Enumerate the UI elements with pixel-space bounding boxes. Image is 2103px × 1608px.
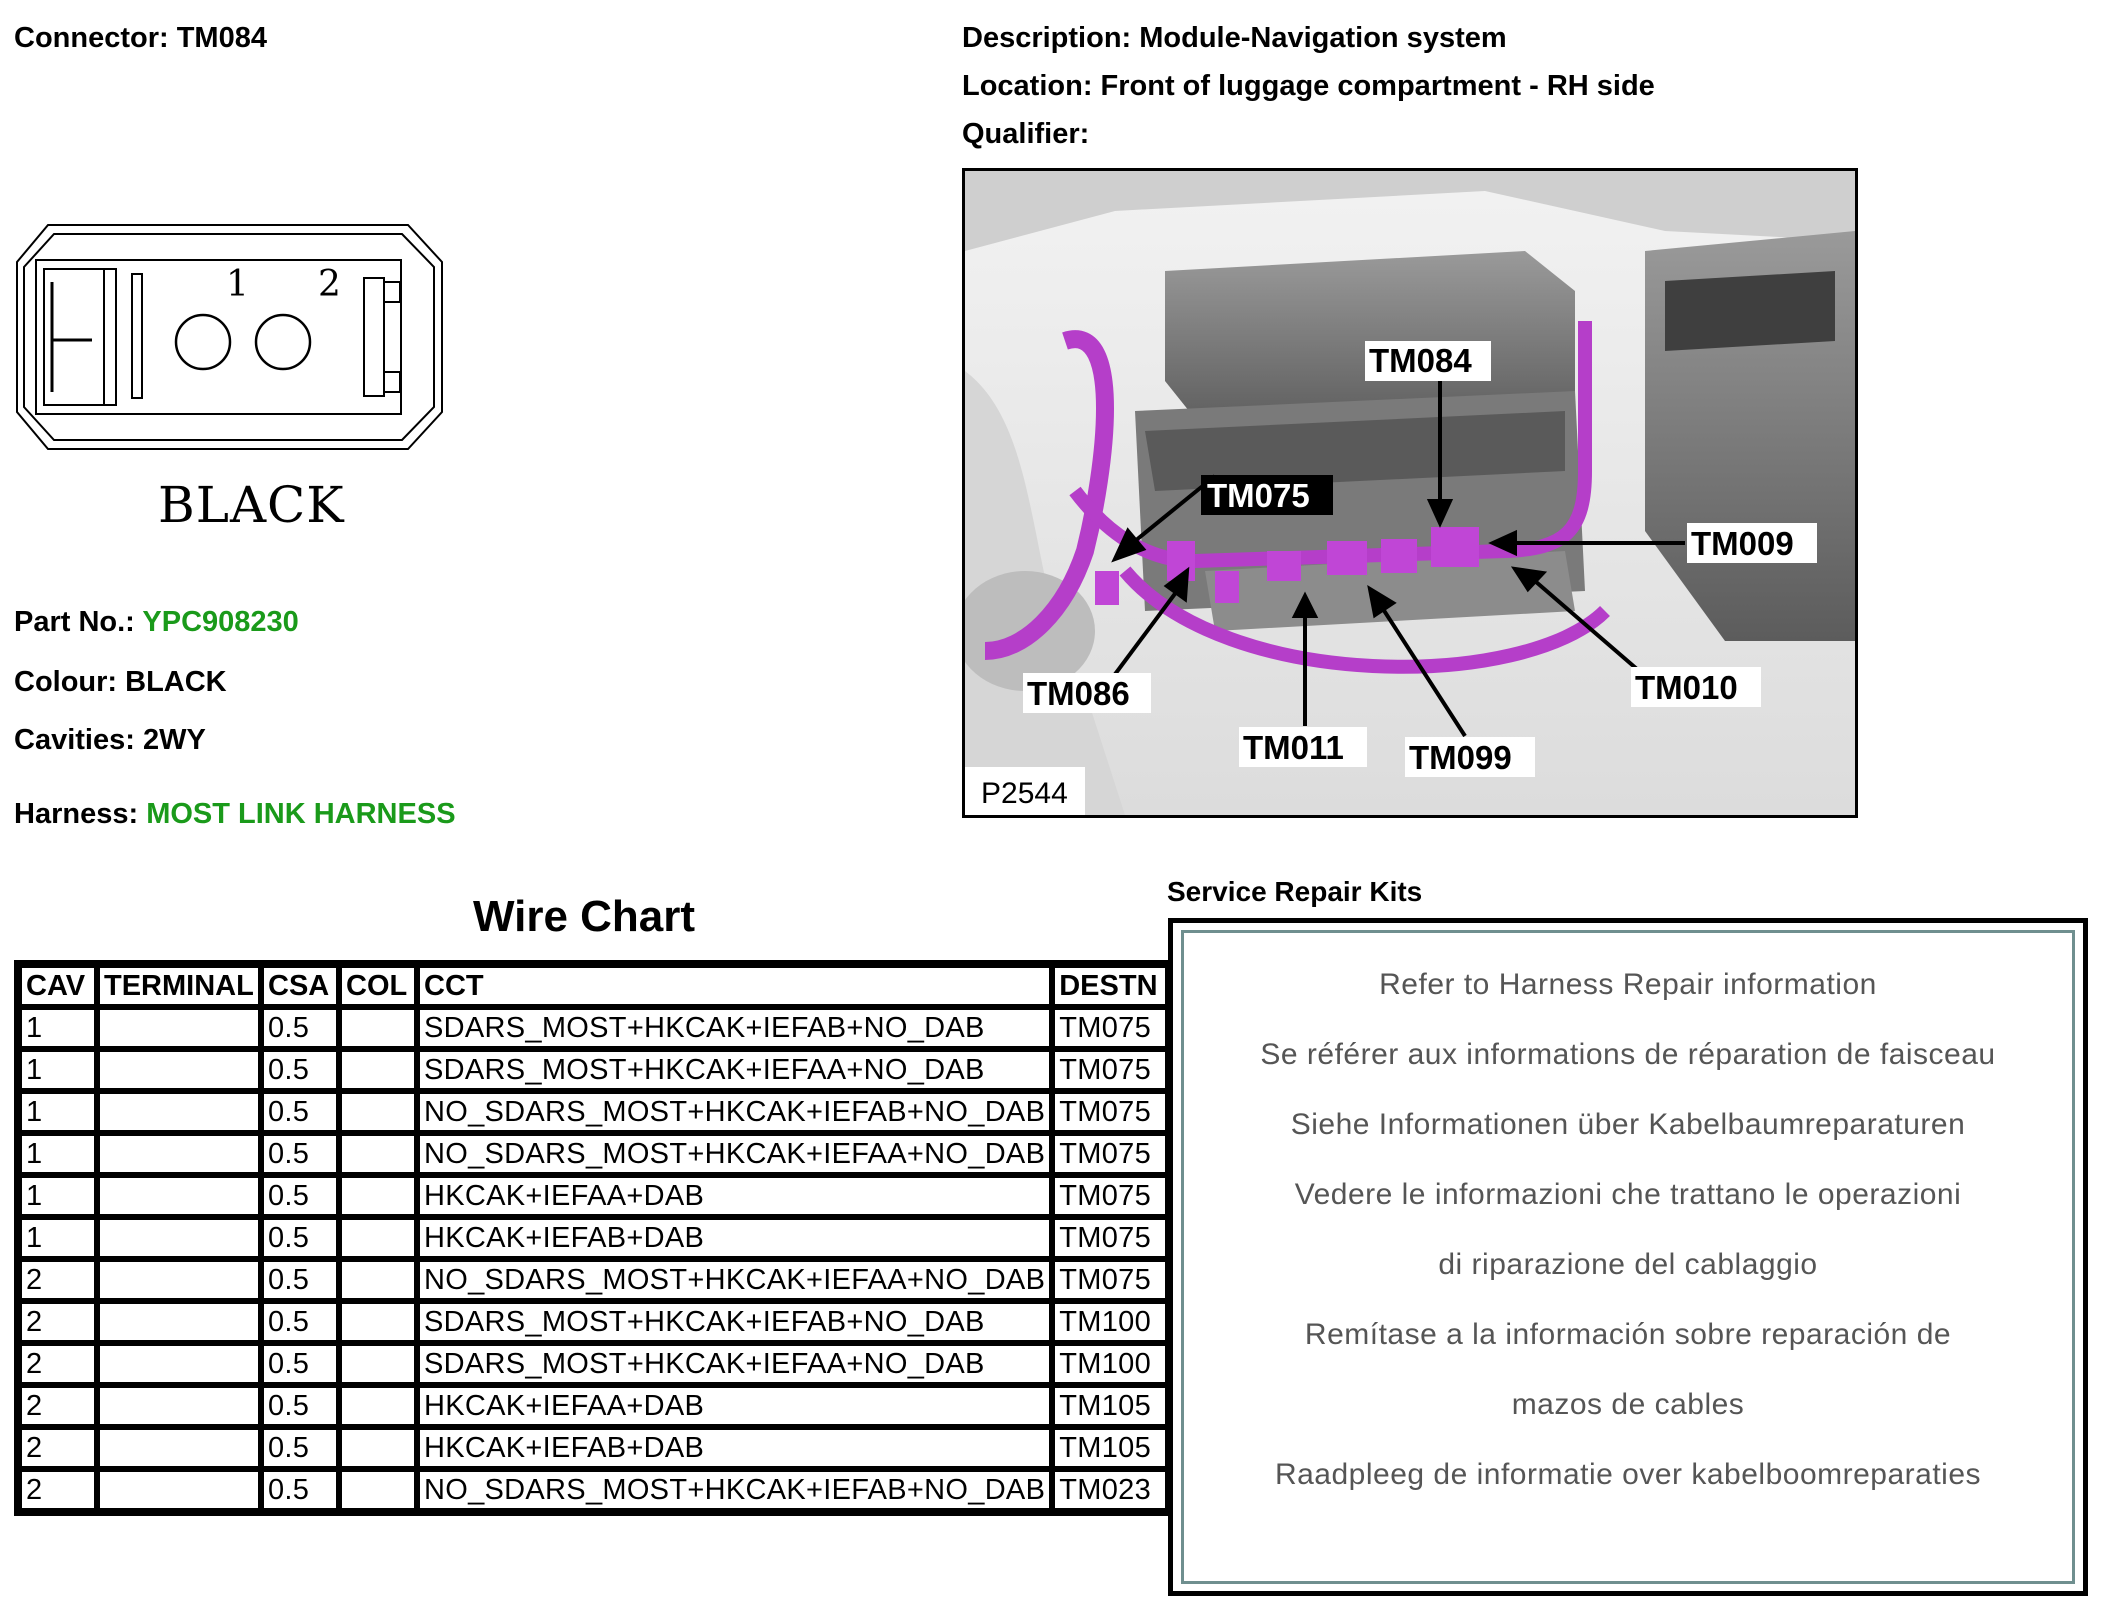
cell-cav: 1 [19, 1007, 97, 1049]
col-header-cav: CAV [19, 965, 97, 1007]
harness-row [14, 798, 456, 831]
callout-tm099: TM099 [1409, 739, 1512, 776]
service-kit-line: Refer to Harness Repair information [1379, 968, 1877, 1001]
cell-terminal [97, 1301, 261, 1343]
cell-col [339, 1427, 417, 1469]
cell-csa: 0.5 [261, 1133, 339, 1175]
location-photo [962, 168, 1858, 818]
table-row [19, 1427, 1168, 1469]
connector-color-caption: BLACK [158, 476, 345, 534]
col-header-csa: CSA [261, 965, 339, 1007]
cell-destn: TM075 [1052, 1217, 1168, 1259]
table-row [19, 1217, 1168, 1259]
cell-cav: 2 [19, 1385, 97, 1427]
cell-csa: 0.5 [261, 1049, 339, 1091]
cell-cct: NO_SDARS_MOST+HKCAK+IEFAA+NO_DAB [417, 1259, 1052, 1301]
cell-csa: 0.5 [261, 1007, 339, 1049]
cell-destn: TM075 [1052, 1007, 1168, 1049]
cell-cav: 1 [19, 1217, 97, 1259]
cell-col [339, 1301, 417, 1343]
cell-terminal [97, 1427, 261, 1469]
cell-cct: SDARS_MOST+HKCAK+IEFAB+NO_DAB [417, 1301, 1052, 1343]
cell-csa: 0.5 [261, 1301, 339, 1343]
cell-cav: 2 [19, 1469, 97, 1511]
service-kit-line: Remítase a la información sobre reparación de [1304, 1318, 1952, 1351]
table-row [19, 1469, 1168, 1511]
cell-csa: 0.5 [261, 1175, 339, 1217]
cell-destn: TM075 [1052, 1175, 1168, 1217]
qualifier-label: Qualifier: [962, 118, 1090, 150]
cell-cav: 2 [19, 1427, 97, 1469]
cell-cav: 2 [19, 1343, 97, 1385]
callout-tm075: TM075 [1207, 477, 1310, 514]
pin-2-label: 2 [318, 264, 341, 305]
col-header-col: COL [339, 965, 417, 1007]
cell-col [339, 1343, 417, 1385]
service-kits-text [1181, 968, 2075, 1528]
cell-col [339, 1091, 417, 1133]
part-no-row [14, 606, 299, 639]
service-kit-line: Siehe Informationen über Kabelbaumreparaturen [1290, 1108, 1966, 1141]
cell-col [339, 1217, 417, 1259]
service-kit-line: Raadpleeg de informatie over kabelboomreparaties [1274, 1458, 1982, 1491]
cell-terminal [97, 1091, 261, 1133]
cell-cct: NO_SDARS_MOST+HKCAK+IEFAA+NO_DAB [417, 1133, 1052, 1175]
cell-cav: 1 [19, 1049, 97, 1091]
cell-cct: NO_SDARS_MOST+HKCAK+IEFAB+NO_DAB [417, 1091, 1052, 1133]
cavities-label: Cavities: 2WY [14, 724, 206, 756]
cell-cct: HKCAK+IEFAB+DAB [417, 1427, 1052, 1469]
callout-tm010: TM010 [1635, 669, 1738, 706]
table-row [19, 1301, 1168, 1343]
cell-col [339, 1259, 417, 1301]
part-no-value: YPC908230 [142, 606, 299, 638]
cell-destn: TM075 [1052, 1049, 1168, 1091]
image-code: P2544 [981, 777, 1068, 810]
col-header-terminal: TERMINAL [97, 965, 261, 1007]
cell-destn: TM100 [1052, 1301, 1168, 1343]
cell-csa: 0.5 [261, 1469, 339, 1511]
table-row [19, 1133, 1168, 1175]
part-no-label: Part No.: [14, 606, 135, 638]
cell-terminal [97, 1133, 261, 1175]
cell-csa: 0.5 [261, 1217, 339, 1259]
wire-chart-title: Wire Chart [472, 892, 696, 941]
wire-chart-body [19, 1007, 1168, 1511]
callout-tm009: TM009 [1691, 525, 1794, 562]
cell-csa: 0.5 [261, 1427, 339, 1469]
cell-col [339, 1469, 417, 1511]
cell-csa: 0.5 [261, 1385, 339, 1427]
cell-cav: 1 [19, 1133, 97, 1175]
cell-col [339, 1133, 417, 1175]
table-row [19, 1175, 1168, 1217]
cell-terminal [97, 1007, 261, 1049]
callout-tm086: TM086 [1027, 675, 1130, 712]
cell-destn: TM075 [1052, 1091, 1168, 1133]
cell-cav: 2 [19, 1301, 97, 1343]
pin-1-label: 1 [226, 264, 249, 305]
cell-csa: 0.5 [261, 1091, 339, 1133]
service-kit-line: Vedere le informazioni che trattano le operazioni [1294, 1178, 1962, 1211]
callout-tm011: TM011 [1243, 729, 1344, 766]
cell-cav: 1 [19, 1175, 97, 1217]
cell-terminal [97, 1259, 261, 1301]
connector-face-diagram [14, 222, 446, 452]
cell-cav: 2 [19, 1259, 97, 1301]
cell-terminal [97, 1049, 261, 1091]
cell-terminal [97, 1175, 261, 1217]
cell-destn: TM105 [1052, 1427, 1168, 1469]
cell-cct: SDARS_MOST+HKCAK+IEFAA+NO_DAB [417, 1343, 1052, 1385]
harness-label: Harness: [14, 798, 139, 830]
cell-cct: SDARS_MOST+HKCAK+IEFAA+NO_DAB [417, 1049, 1052, 1091]
location-label: Location: Front of luggage compartment - RH side [962, 70, 1655, 102]
cell-cct: HKCAK+IEFAB+DAB [417, 1217, 1052, 1259]
cell-destn: TM105 [1052, 1385, 1168, 1427]
cell-destn: TM100 [1052, 1343, 1168, 1385]
service-kit-line: di riparazione del cablaggio [1438, 1248, 1818, 1281]
cavity-2-circle [256, 315, 310, 369]
table-row [19, 1007, 1168, 1049]
cell-terminal [97, 1343, 261, 1385]
table-row [19, 1385, 1168, 1427]
cavity-1-circle [176, 315, 230, 369]
wire-chart-header-row [19, 965, 1168, 1007]
table-row [19, 1259, 1168, 1301]
table-row [19, 1343, 1168, 1385]
col-header-destn: DESTN [1052, 965, 1168, 1007]
colour-label: Colour: BLACK [14, 666, 227, 698]
cell-cav: 1 [19, 1091, 97, 1133]
cell-csa: 0.5 [261, 1343, 339, 1385]
callout-tm084: TM084 [1369, 342, 1472, 379]
cell-destn: TM023 [1052, 1469, 1168, 1511]
location-illustration [965, 171, 1855, 815]
table-row [19, 1091, 1168, 1133]
cell-cct: HKCAK+IEFAA+DAB [417, 1385, 1052, 1427]
cell-destn: TM075 [1052, 1133, 1168, 1175]
service-kit-line: mazos de cables [1511, 1388, 1745, 1421]
cell-col [339, 1175, 417, 1217]
cell-csa: 0.5 [261, 1259, 339, 1301]
cell-col [339, 1007, 417, 1049]
connector-label: Connector: TM084 [14, 22, 267, 54]
wire-chart-table [14, 960, 1173, 1516]
cell-destn: TM075 [1052, 1259, 1168, 1301]
cell-cct: NO_SDARS_MOST+HKCAK+IEFAB+NO_DAB [417, 1469, 1052, 1511]
table-row [19, 1049, 1168, 1091]
harness-value: MOST LINK HARNESS [146, 798, 456, 830]
cell-terminal [97, 1469, 261, 1511]
service-kits-title: Service Repair Kits [1167, 876, 1423, 907]
cell-cct: HKCAK+IEFAA+DAB [417, 1175, 1052, 1217]
description-label: Description: Module-Navigation system [962, 22, 1507, 54]
service-kit-line: Se référer aux informations de réparation de faisceau [1260, 1038, 1996, 1071]
cell-col [339, 1049, 417, 1091]
cell-col [339, 1385, 417, 1427]
cell-terminal [97, 1217, 261, 1259]
cell-cct: SDARS_MOST+HKCAK+IEFAB+NO_DAB [417, 1007, 1052, 1049]
col-header-cct: CCT [417, 965, 1052, 1007]
cell-terminal [97, 1385, 261, 1427]
